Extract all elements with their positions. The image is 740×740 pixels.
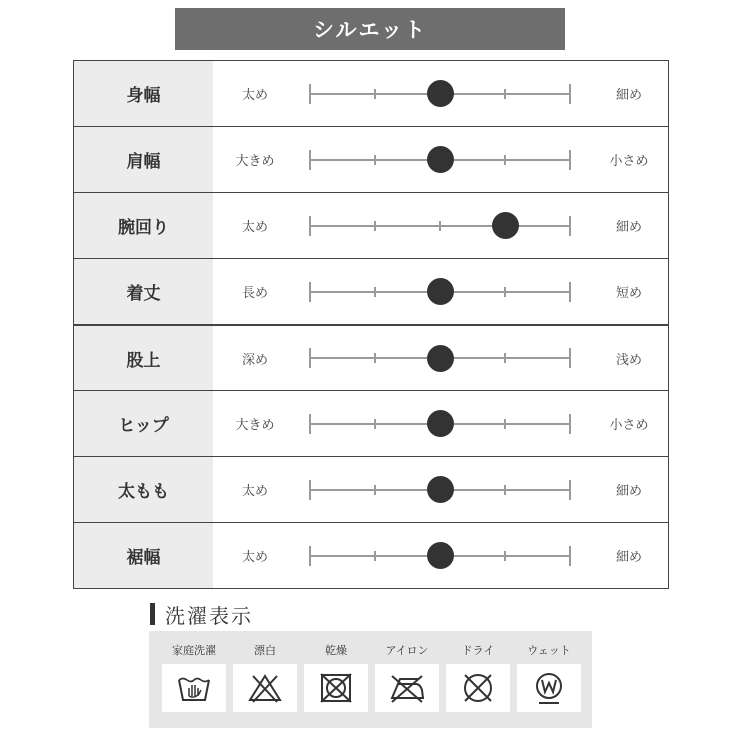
- washing-title: 洗濯表示: [165, 603, 253, 628]
- silhouette-scale: [309, 259, 571, 324]
- scale-left-label: 太め: [241, 484, 268, 499]
- scale-tick: [309, 216, 311, 236]
- washtub-hand-wash-icon: [176, 672, 212, 704]
- scale-left-label: 長め: [241, 286, 268, 301]
- no-dry-clean-icon: [460, 671, 496, 705]
- scale-tick: [569, 348, 571, 368]
- silhouette-scale: [309, 523, 571, 588]
- scale-tick: [309, 84, 311, 104]
- silhouette-title: シルエット: [312, 18, 428, 42]
- silhouette-row: [74, 325, 668, 391]
- silhouette-row-label: ヒップ: [74, 391, 213, 456]
- scale-tick: [309, 348, 311, 368]
- scale-left-label: 太め: [241, 550, 268, 565]
- scale-tick: [569, 480, 571, 500]
- scale-marker: [427, 278, 454, 305]
- scale-right-label: 細め: [615, 220, 642, 235]
- scale-left-label: 太め: [241, 88, 268, 103]
- silhouette-scale: [309, 391, 571, 456]
- wash-item-home: [162, 631, 226, 728]
- wash-label-drycleaning: ドライ: [461, 644, 495, 657]
- washing-header: [150, 601, 253, 627]
- scale-tick: [569, 414, 571, 434]
- wash-item-dry: [304, 631, 368, 728]
- wet-clean-icon: [531, 670, 567, 706]
- scale-tick: [374, 221, 376, 231]
- no-tumble-dry-icon: [318, 671, 354, 705]
- scale-right-label: 細め: [615, 550, 642, 565]
- scale-tick: [374, 287, 376, 297]
- iron-icon: [388, 672, 426, 704]
- scale-right-label: 浅め: [615, 352, 642, 368]
- silhouette-scale: [309, 61, 571, 126]
- scale-marker: [427, 80, 454, 107]
- silhouette-scale: [309, 127, 571, 192]
- scale-tick: [439, 221, 441, 231]
- wash-item-bleach: [233, 631, 297, 728]
- silhouette-row: [74, 457, 668, 523]
- scale-left-label: 深め: [241, 352, 268, 368]
- scale-tick: [309, 414, 311, 434]
- silhouette-row-label: 太もも: [74, 457, 213, 522]
- scale-tick: [309, 546, 311, 566]
- scale-right-label: 細め: [615, 88, 642, 103]
- scale-tick: [504, 551, 506, 561]
- scale-tick: [374, 89, 376, 99]
- scale-right-label: 小さめ: [609, 418, 649, 433]
- scale-left-label: 太め: [241, 220, 268, 235]
- wash-item-drycleaning: [446, 631, 510, 728]
- scale-tick: [569, 150, 571, 170]
- silhouette-row: [74, 259, 668, 325]
- silhouette-row-label: 身幅: [74, 61, 213, 126]
- scale-left-label: 大きめ: [235, 418, 275, 433]
- wash-label-iron: アイロン: [385, 644, 429, 657]
- scale-tick: [374, 485, 376, 495]
- silhouette-table: [73, 60, 669, 589]
- scale-marker: [427, 345, 454, 372]
- scale-tick: [569, 282, 571, 302]
- scale-right-label: 細め: [615, 484, 642, 499]
- scale-tick: [504, 353, 506, 363]
- scale-left-label: 大きめ: [235, 154, 275, 169]
- silhouette-title-bar: [175, 8, 565, 50]
- wash-label-bleach: 漂白: [254, 644, 276, 657]
- scale-tick: [569, 216, 571, 236]
- scale-right-label: 短め: [615, 286, 642, 301]
- scale-tick: [504, 155, 506, 165]
- silhouette-row-label: 着丈: [74, 259, 213, 324]
- scale-tick: [504, 287, 506, 297]
- scale-marker: [427, 146, 454, 173]
- scale-tick: [309, 282, 311, 302]
- wash-item-iron: [375, 631, 439, 728]
- wash-label-home: 家庭洗濯: [172, 644, 216, 657]
- scale-tick: [309, 150, 311, 170]
- silhouette-row: [74, 61, 668, 127]
- silhouette-row: [74, 127, 668, 193]
- scale-tick: [504, 485, 506, 495]
- scale-tick: [569, 84, 571, 104]
- scale-tick: [374, 353, 376, 363]
- scale-tick: [374, 155, 376, 165]
- scale-marker: [427, 542, 454, 569]
- silhouette-row: [74, 523, 668, 589]
- no-bleach-icon: [247, 672, 283, 704]
- silhouette-row-label: 股上: [74, 326, 213, 390]
- scale-marker: [427, 410, 454, 437]
- wash-label-dry: 乾燥: [325, 644, 347, 657]
- scale-tick: [374, 419, 376, 429]
- scale-tick: [504, 419, 506, 429]
- scale-tick: [569, 546, 571, 566]
- silhouette-row-label: 裾幅: [74, 523, 213, 588]
- silhouette-row: [74, 193, 668, 259]
- silhouette-scale: [309, 457, 571, 522]
- wash-item-wet: [517, 631, 581, 728]
- scale-tick: [309, 480, 311, 500]
- scale-right-label: 小さめ: [609, 154, 649, 169]
- wash-label-wet: ウェット: [527, 644, 571, 657]
- washing-symbols-panel: [149, 631, 592, 728]
- silhouette-scale: [309, 326, 571, 390]
- silhouette-row-label: 肩幅: [74, 127, 213, 192]
- scale-tick: [374, 551, 376, 561]
- silhouette-scale: [309, 193, 571, 258]
- washing-header-bar: [150, 603, 155, 625]
- scale-marker: [492, 212, 519, 239]
- silhouette-row-label: 腕回り: [74, 193, 213, 258]
- silhouette-row: [74, 391, 668, 457]
- scale-tick: [504, 89, 506, 99]
- scale-marker: [427, 476, 454, 503]
